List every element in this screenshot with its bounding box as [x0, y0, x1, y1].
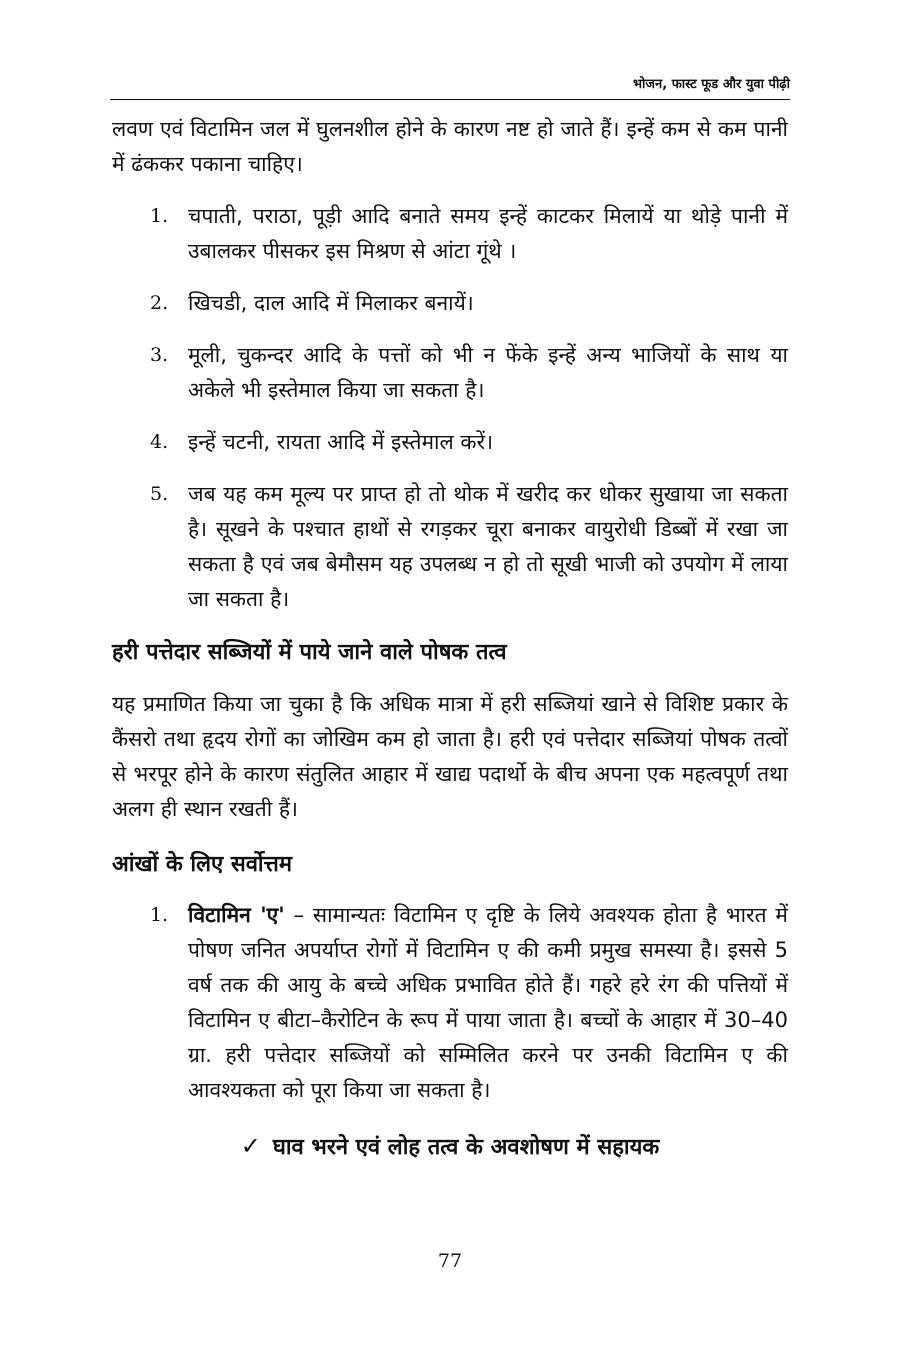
list-number: 5. — [150, 483, 169, 505]
check-heading-text: घाव भरने एवं लोह तत्व के अवशोषण में सहायक — [272, 1135, 660, 1160]
list-text: खिचडी, दाल आदि में मिलाकर बनायें। — [188, 291, 474, 315]
list-text: मूली, चुकन्दर आदि के पत्तों को भी न फेंके इन्हें अन्य भाजियों के साथ या अकेले भी इस्तेमाल किया जा सकता है। — [188, 343, 788, 402]
running-header: भोजन, फास्ट फूड और युवा पीढ़ी — [632, 77, 790, 92]
list-item — [112, 425, 788, 460]
section-heading: हरी पत्तेदार सब्जियों में पाये जाने वाले पोषक तत्व — [112, 640, 507, 665]
list-item — [112, 286, 788, 321]
list-number: 1. — [150, 904, 169, 926]
intro-paragraph: लवण एवं विटामिन जल में घुलनशील होने के कारण नष्ट हो जाते हैं। इन्हें कम से कम पानी में ढंककर पकाना चाहिए। — [112, 117, 788, 176]
list-text: – सामान्यतः विटामिन ए दृष्टि के लिये अवश्यक होता है भारत में पोषण जनित अपर्याप्त रोगों में विटामिन ए की कमी प्रमुख समस्या है। इससे 5 वर्ष तक की आयु के बच्चे अधिक प्रभावित होते हैं। गहरे हरे रंग की पत्तियों में विटामिन ए बीटा–कैरोटिन के रूप में पाया जाता है। बच्चों के आहार में 30–40 ग्रा. हरी पत्तेदार सब्जियों को सम्मिलित करने पर उनकी विटामिन ए की आवश्यकता को पूरा किया जा सकता है। — [188, 903, 788, 1102]
list-text: इन्हें चटनी, रायता आदि में इस्तेमाल करें। — [188, 430, 494, 454]
list-item — [112, 898, 788, 1108]
list-number: 4. — [150, 431, 169, 453]
list-text: जब यह कम मूल्य पर प्राप्त हो तो थोक में खरीद कर धोकर सुखाया जा सकता है। सूखने के पश्चात हाथों से रगड़कर चूरा बनाकर वायुरोधी डिब्बों में रखा जा सकता है एवं जब बेमौसम यह उपलब्ध न हो तो सूखी भाजी को उपयोग में लाया जा सकता है। — [188, 482, 788, 611]
page-number: 77 — [437, 1250, 463, 1272]
list-item — [112, 477, 788, 617]
tips-list — [112, 199, 788, 617]
check-heading — [112, 1130, 788, 1164]
list-number: 1. — [150, 205, 169, 227]
list-text: चपाती, पराठा, पूड़ी आदि बनाते समय इन्हें काटकर मिलायें या थोड़े पानी में उबालकर पीसकर इस मिश्रण से आंटा गूंथे । — [188, 204, 788, 263]
list-item — [112, 199, 788, 269]
list-number: 3. — [150, 344, 169, 366]
section-heading: आंखों के लिए सर्वोत्तम — [112, 852, 292, 877]
vitamin-list — [112, 898, 788, 1108]
header-rule — [110, 99, 790, 100]
nutrients-paragraph: यह प्रमाणित किया जा चुका है कि अधिक मात्रा में हरी सब्जियां खाने से विशिष्ट प्रकार के कैंसरो तथा हृदय रोगों का जोखिम कम हो जाता है। हरी एवं पत्तेदार सब्जियां पोषक तत्वों से भरपूर होने के कारण संतुलित आहार में खाद्य पदार्थो के बीच अपना एक महत्वपूर्ण तथा अलग ही स्थान रखती हैं। — [112, 692, 788, 821]
vitamin-term: विटामिन 'ए' — [188, 903, 285, 927]
list-number: 2. — [150, 292, 169, 314]
page-body — [112, 112, 788, 1164]
check-mark-icon: ✓ — [240, 1132, 261, 1160]
list-item — [112, 338, 788, 408]
